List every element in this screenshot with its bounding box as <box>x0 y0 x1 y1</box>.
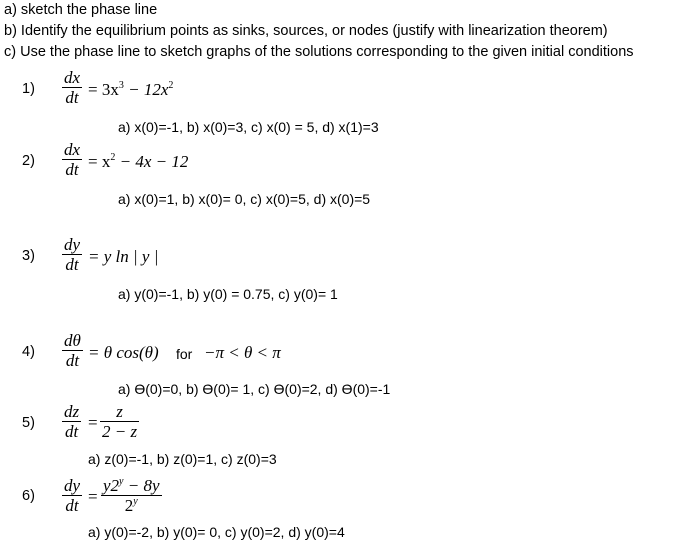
problem-4-range: −π < θ < π <box>204 343 281 362</box>
problem-5-rhs-den: 2 − z <box>102 422 138 441</box>
problem-2-conditions: a) x(0)=1, b) x(0)= 0, c) x(0)=5, d) x(0)=5 <box>118 191 371 207</box>
problem-3-lhs <box>62 235 82 274</box>
problem-4-lhs-den: dt <box>65 351 80 370</box>
problem-5-rhs-num: z <box>116 402 123 421</box>
problem-4-lhs <box>62 331 83 370</box>
instruction-a: a) sketch the phase line <box>4 2 158 18</box>
problem-1-rhs: = $3x^3 - 12x^2$ <box>88 80 174 99</box>
problem-2-lhs-num: dx <box>64 140 81 159</box>
problem-3-conditions: a) y(0)=-1, b) y(0) = 0.75, c) y(0)= 1 <box>118 286 338 302</box>
instruction-b: b) Identify the equilibrium points as sinks, sources, or nodes (justify with linearization theorem) <box>4 23 608 39</box>
problem-1-lhs <box>62 68 82 107</box>
problem-5-rhs <box>100 402 139 441</box>
problem-6-conditions: a) y(0)=-2, b) y(0)= 0, c) y(0)=2, d) y(0)=4 <box>88 524 345 540</box>
problem-3-label: 3) <box>22 248 35 264</box>
problem-5-conditions: a) z(0)=-1, b) z(0)=1, c) z(0)=3 <box>88 451 277 467</box>
problem-5-lhs-den: dt <box>64 422 79 441</box>
problem-6-rhs <box>101 476 162 515</box>
problem-5-lhs <box>62 402 81 441</box>
problem-5-equals: = <box>88 413 98 432</box>
problem-1-lhs-den: dt <box>65 88 79 107</box>
problem-2-rhs: = $x^2 - 4x - 12$ <box>88 152 189 171</box>
problem-3-lhs-den: dt <box>65 255 79 274</box>
problem-6-equals: = <box>88 487 98 506</box>
problem-4-lhs-num: dθ <box>64 331 81 350</box>
problem-3-lhs-num: dy <box>64 235 81 254</box>
problem-2-lhs-den: dt <box>65 160 79 179</box>
problem-4-for: for <box>176 346 193 362</box>
problem-6-label: 6) <box>22 488 35 504</box>
problem-6-lhs <box>62 476 82 515</box>
problem-6-lhs-den: dt <box>65 496 79 515</box>
problem-5-lhs-num: dz <box>64 402 80 421</box>
problem-6-lhs-num: dy <box>64 476 81 495</box>
problem-2-lhs <box>62 140 82 179</box>
problem-5-label: 5) <box>22 415 35 431</box>
problem-3-rhs: = y ln | y | <box>88 247 159 266</box>
problem-1-label: 1) <box>22 81 35 97</box>
problem-2-label: 2) <box>22 153 35 169</box>
problem-6-rhs-num: $y2^y - 8y$ <box>103 476 160 495</box>
problem-1-lhs-num: dx <box>64 68 81 87</box>
problem-6-rhs-den: 2$^y$ <box>124 496 138 515</box>
instruction-c: c) Use the phase line to sketch graphs of the solutions corresponding to the given initial conditions <box>4 44 634 60</box>
problem-4-rhs: = θ cos(θ) <box>88 343 159 362</box>
problem-4-label: 4) <box>22 344 35 360</box>
problem-1-conditions: a) x(0)=-1, b) x(0)=3, c) x(0) = 5, d) x(1)=3 <box>118 119 379 135</box>
problem-4-conditions: a) ϴ(0)=0, b) ϴ(0)= 1, c) ϴ(0)=2, d) ϴ(0)=-1 <box>118 381 391 397</box>
